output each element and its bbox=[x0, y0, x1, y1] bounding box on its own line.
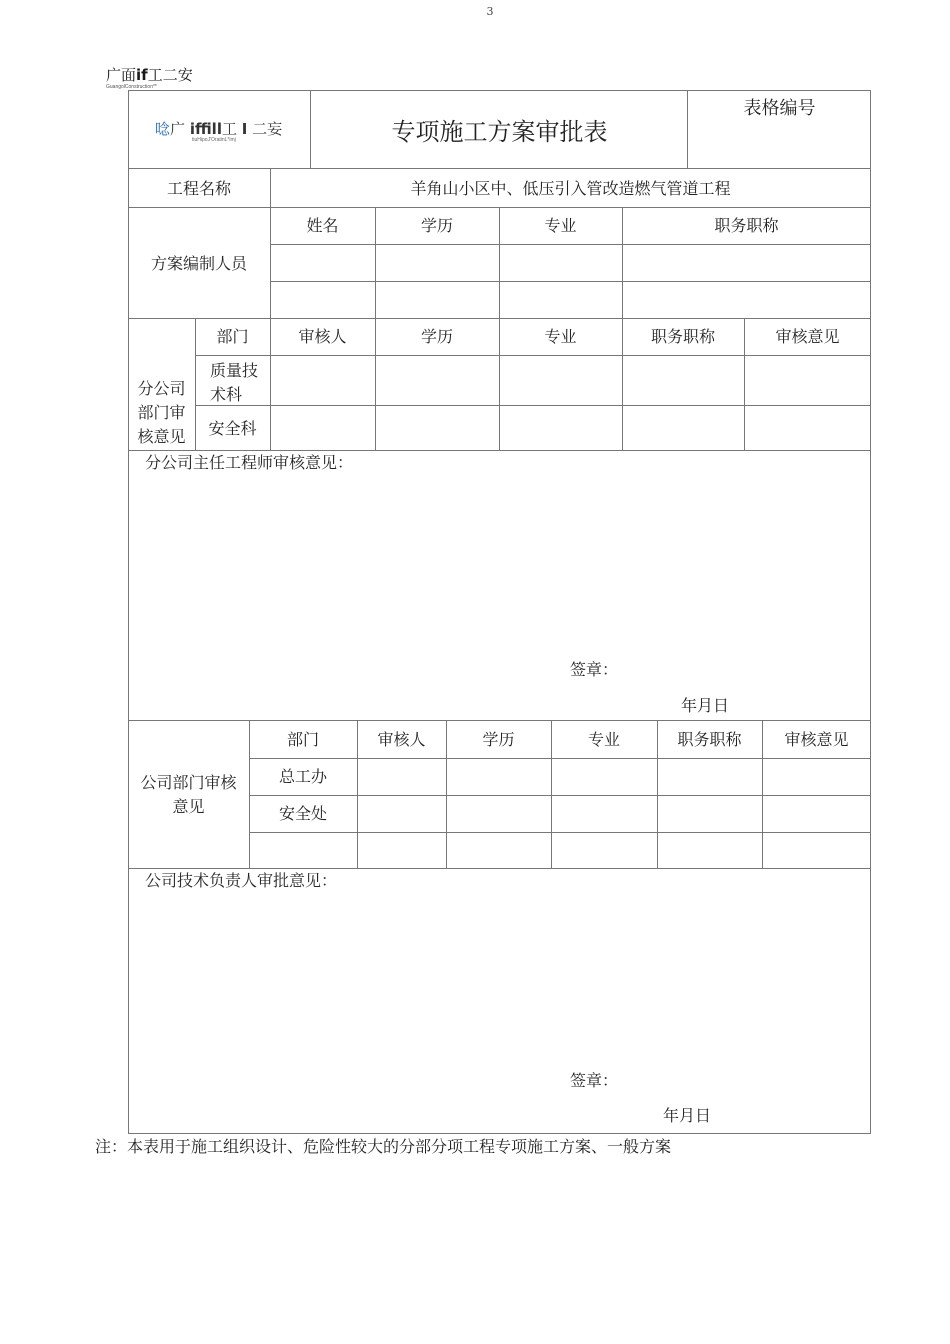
branch-engineer-date: 年月日 bbox=[681, 696, 730, 715]
tech-head-sign: 签章： bbox=[570, 1071, 619, 1090]
logo-text-rest: 工二安 bbox=[147, 66, 193, 84]
logo-text: 广面 bbox=[106, 66, 137, 84]
branch-header-title: 职务职称 bbox=[650, 327, 715, 346]
company-header-opinion: 审核意见 bbox=[784, 730, 849, 749]
project-name-label: 工程名称 bbox=[166, 179, 231, 198]
form-logo bbox=[155, 118, 282, 139]
branch-review-label-line1: 分公司 bbox=[137, 379, 186, 398]
compilers-header-major: 专业 bbox=[544, 216, 577, 235]
company-logo bbox=[106, 66, 193, 84]
tech-head-date: 年月日 bbox=[663, 1106, 712, 1125]
branch-header-education: 学历 bbox=[420, 327, 453, 346]
form-note: 注：本表用于施工组织设计、危险性较大的分部分项工程专项施工方案、一般方案 bbox=[95, 1137, 672, 1156]
company-header-dept: 部门 bbox=[286, 730, 319, 749]
form-logo-c1: 广 bbox=[170, 120, 186, 138]
tech-head-opinion-label: 公司技术负责人审批意见： bbox=[145, 871, 338, 890]
branch-header-major: 专业 bbox=[544, 327, 577, 346]
form-logo-bold: iffill bbox=[189, 120, 222, 138]
company-logo-subtitle: GuangolConstruction** bbox=[106, 84, 157, 90]
branch-review-label-line2: 部门审 bbox=[137, 403, 186, 422]
company-header-education: 学历 bbox=[482, 730, 515, 749]
form-logo-rest: 工 bbox=[221, 120, 237, 138]
branch-review-label-line3: 核意见 bbox=[137, 427, 186, 446]
page-number: 3 bbox=[486, 5, 494, 18]
form-title: 专项施工方案审批表 bbox=[391, 118, 608, 146]
form-logo-rest2: 二妄 bbox=[252, 120, 283, 138]
branch-header-reviewer: 审核人 bbox=[298, 327, 347, 346]
project-name-value: 羊角山小区中、低压引入管改造燃气管道工程 bbox=[410, 179, 731, 198]
form-logo-subtitle: tiuHipoJ'OratinL*imj bbox=[192, 137, 236, 143]
company-header-title: 职务职称 bbox=[677, 730, 742, 749]
company-dept-chief-eng-office: 总工办 bbox=[278, 767, 327, 786]
compilers-header-name: 姓名 bbox=[306, 216, 339, 235]
branch-dept-quality-line1: 质量技 bbox=[210, 361, 259, 380]
company-header-major: 专业 bbox=[587, 730, 620, 749]
compilers-header-education: 学历 bbox=[420, 216, 453, 235]
form-number-label: 表格编号 bbox=[743, 98, 816, 119]
branch-engineer-opinion-label: 分公司主任工程师审核意见： bbox=[145, 453, 354, 472]
branch-header-opinion: 审核意见 bbox=[775, 327, 840, 346]
branch-dept-quality-line2: 术科 bbox=[210, 385, 243, 404]
branch-engineer-sign: 签章： bbox=[570, 660, 619, 679]
logo-text-bold: if bbox=[136, 66, 148, 84]
compilers-label: 方案编制人员 bbox=[150, 254, 247, 273]
branch-header-dept: 部门 bbox=[216, 327, 249, 346]
compilers-header-title: 职务职称 bbox=[714, 216, 779, 235]
company-dept-safety: 安全处 bbox=[278, 804, 327, 823]
form-logo-prefix: 唸 bbox=[155, 120, 171, 138]
form-logo-bold2: I bbox=[241, 120, 248, 138]
branch-dept-safety: 安全科 bbox=[208, 419, 257, 438]
company-review-label-line2: 意见 bbox=[172, 797, 205, 816]
company-header-reviewer: 审核人 bbox=[377, 730, 426, 749]
company-review-label-line1: 公司部门审核 bbox=[140, 773, 237, 792]
